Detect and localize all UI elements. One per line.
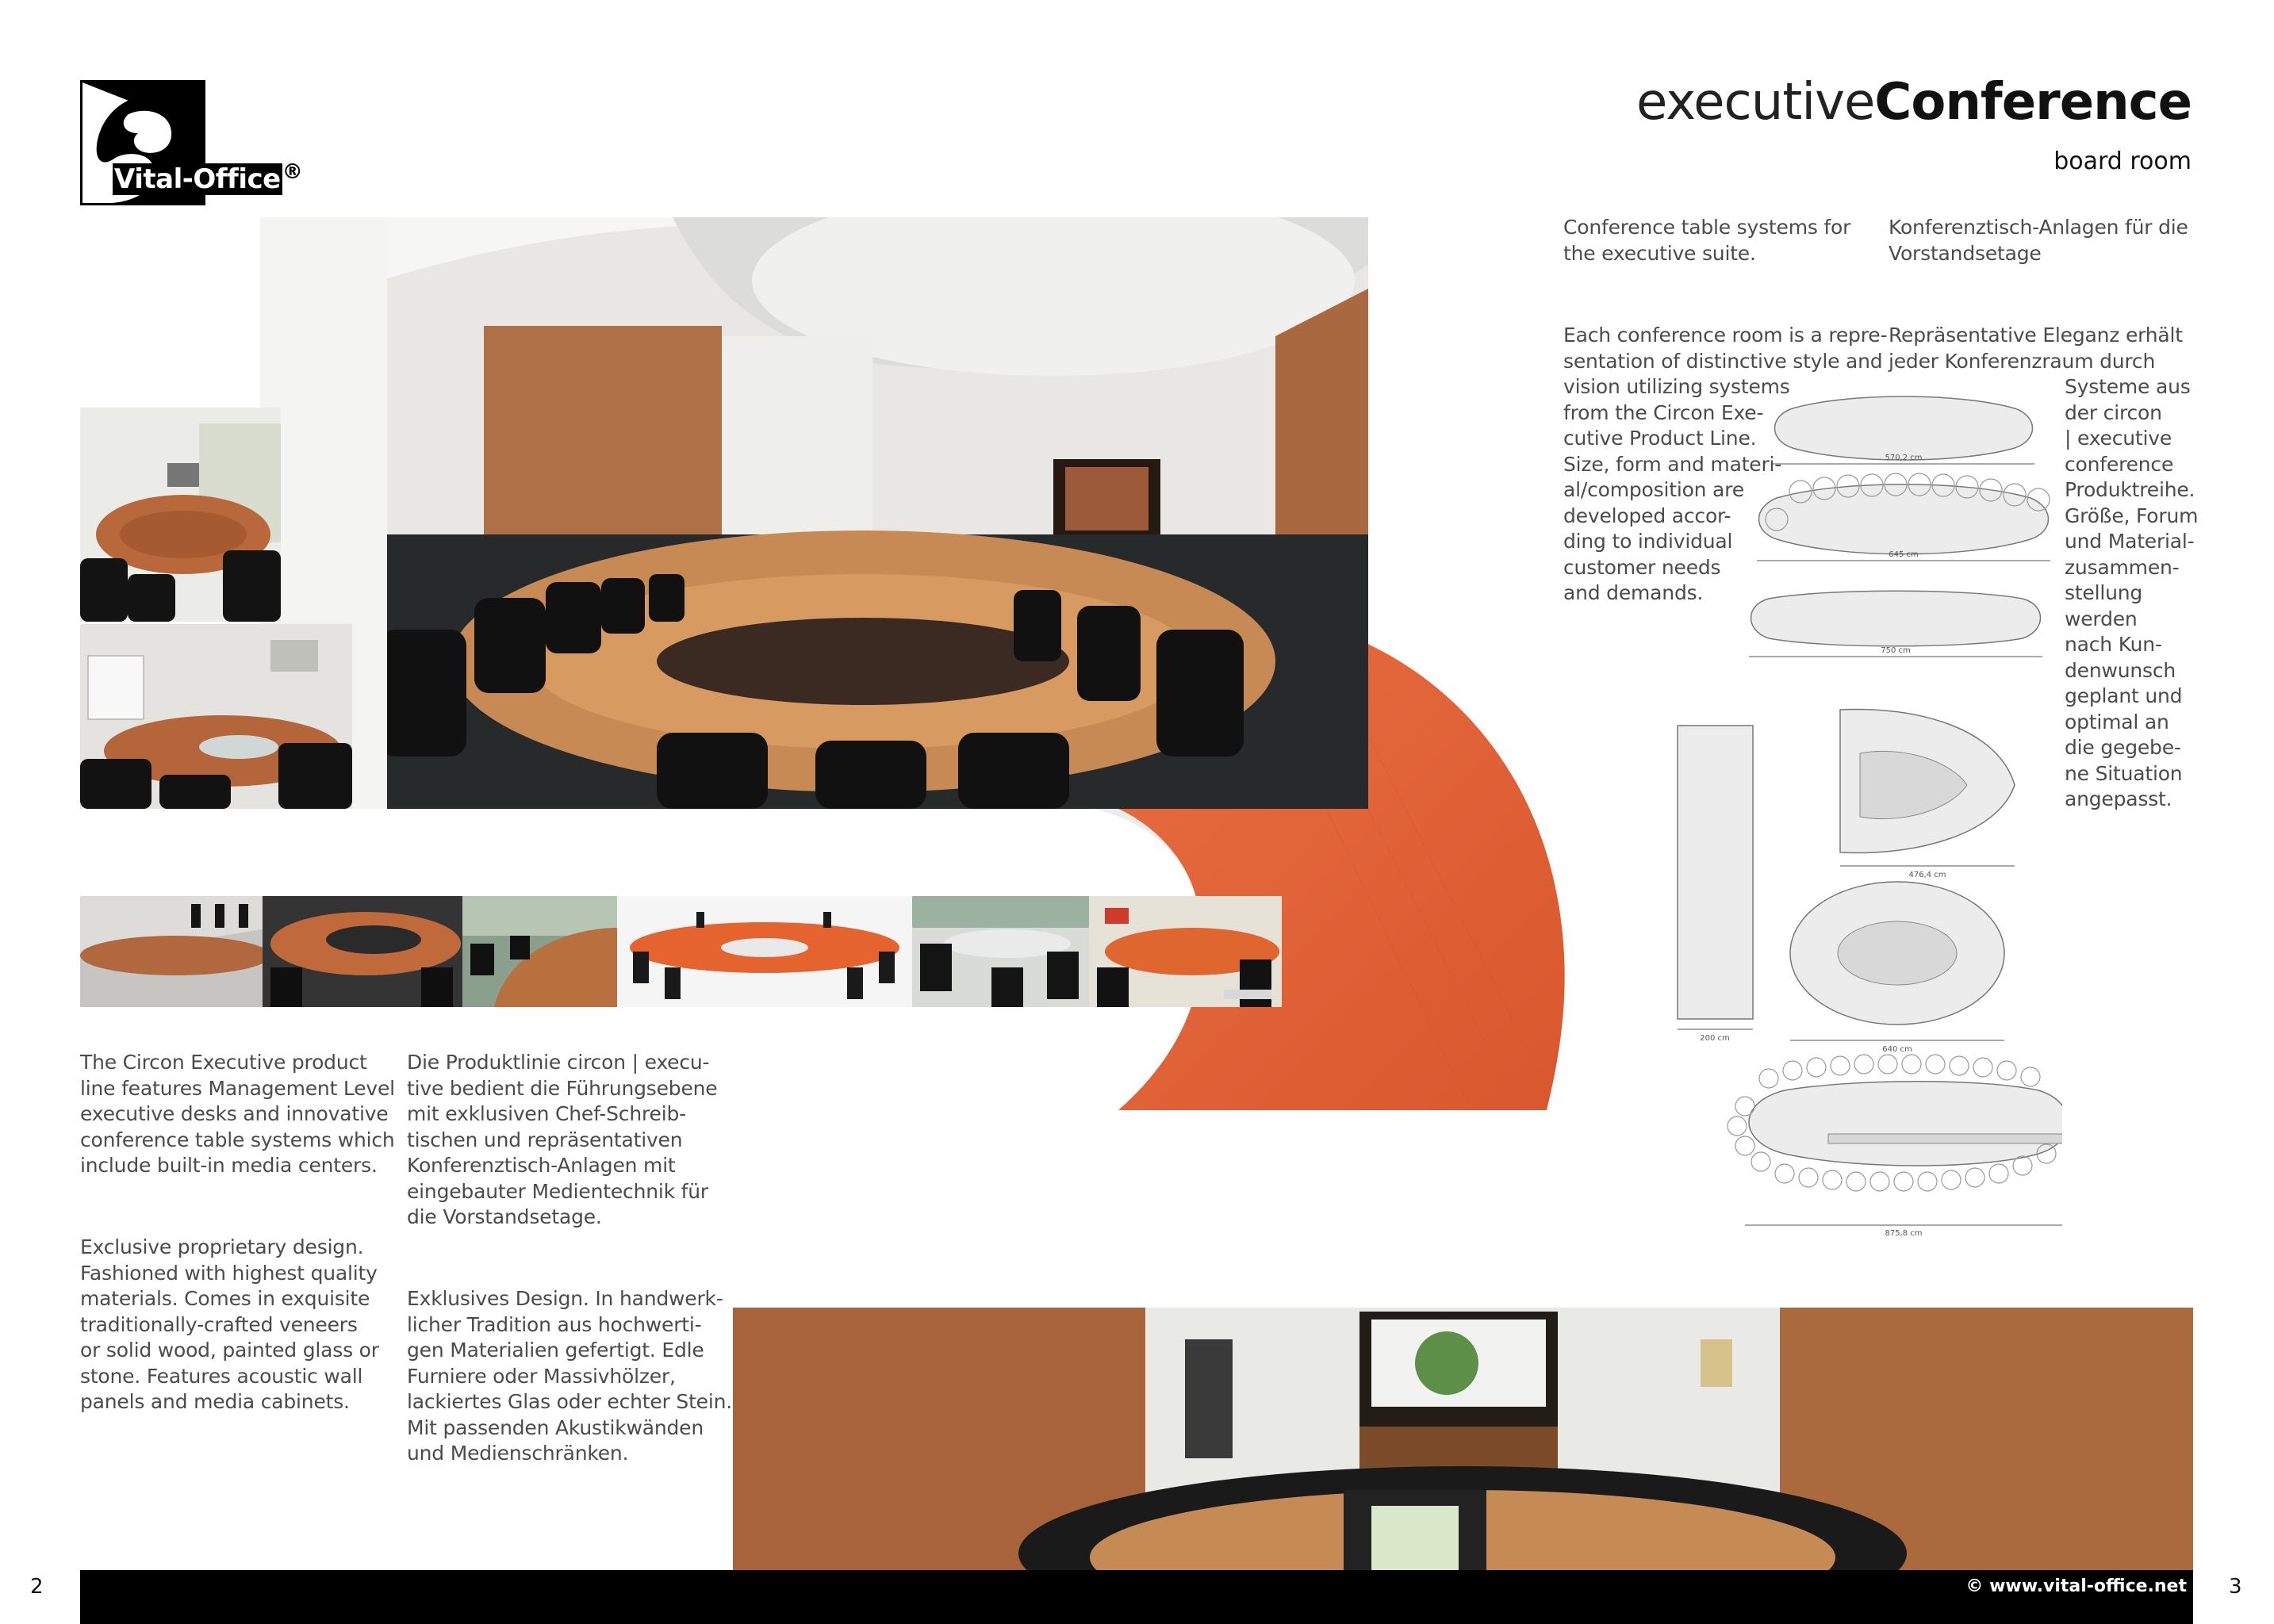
page-number-left: 2 [30, 1575, 44, 1599]
page-number-right: 3 [2229, 1575, 2242, 1599]
footer-bar [80, 1570, 2193, 1624]
thumb-4 [617, 896, 912, 1007]
desc-de-side: Systeme aus der circon | executive conference Produktreihe. Größe, Forum und Material- zusammen- stellung werden nach Kun- denwunsch geplant und optimal an die gegebe- ne Situation angepasst. [2065, 375, 2199, 810]
diagram-dim-6: 640 cm [1882, 1045, 1912, 1054]
brand-wordmark [113, 160, 302, 195]
intro-de: Konferenztisch-Anlagen für die Vorstandsetage [1889, 216, 2188, 265]
diagram-dim-5: 476,4 cm [1908, 871, 1946, 879]
page-title-light: executive [1636, 73, 1875, 132]
diagram-dim-7: 875,8 cm [1885, 1229, 1923, 1237]
brand-registered: ® [282, 160, 303, 184]
desc-de-top: Repräsentative Eleganz erhält jeder Konferenzraum durch [1889, 324, 2183, 373]
brand-name: Vital-Office [114, 163, 281, 196]
desc-en: Each conference room is a repre- sentation of distinctive style and vision utilizing systems from the Circon Exe- cutive Product Line. Size, form and materi- al/composition are developed accor- ding to individual customer needs and demands. [1563, 324, 1888, 604]
diagram-dim-2: 645 cm [1889, 550, 1919, 559]
diagram-dim-3: 750 cm [1881, 646, 1911, 655]
diagram-dim-4: 200 cm [1700, 1034, 1730, 1043]
thumb-6 [1089, 896, 1282, 1007]
footer-copyright: © www.vital-office.net [1965, 1576, 2187, 1596]
thumb-1 [80, 896, 270, 1007]
body-en-p2: Exclusive proprietary design. Fashioned with highest quality materials. Comes in exquisite traditionally-crafted veneers or solid wood, painted glass or stone. Features acoustic wall panels and media cabinets. [80, 1235, 379, 1413]
main-boardroom-photo [260, 217, 1368, 809]
page-title-bold: Conference [1874, 73, 2192, 132]
intro-en: Conference table systems for the executive suite. [1563, 216, 1851, 265]
body-de-p2: Exklusives Design. In handwerk- licher Tradition aus hochwerti- gen Materialien gefertigt. Edle Furniere oder Massivhölzer, lackiertes Glas oder echter Stein. Mit passenden Akustikwänden und Medienschränken. [407, 1287, 732, 1465]
panorama-boardroom-photo [733, 1308, 2193, 1570]
page-title [1636, 73, 2192, 132]
table-plan-diagrams [1666, 381, 2062, 1237]
body-en-p1: The Circon Executive product line features Management Level executive desks and innovative conference table systems which include built-in media centers. [80, 1051, 395, 1177]
thumb-2 [263, 896, 465, 1007]
thumb-3 [462, 896, 617, 1007]
thumb-5 [912, 896, 1089, 1007]
inset-photo-top [80, 408, 281, 622]
body-de-p1: Die Produktlinie circon | execu- tive bedient die Führungsebene mit exklusiven Chef-Schreib- tischen und repräsentativen Konferenztisch-Anlagen mit eingebauter Medientechnik für die Vorstandsetage. [407, 1051, 718, 1228]
page-subtitle: board room [2054, 147, 2192, 175]
diagram-dim-1: 570,2 cm [1885, 454, 1923, 462]
inset-photo-bottom [80, 624, 352, 809]
